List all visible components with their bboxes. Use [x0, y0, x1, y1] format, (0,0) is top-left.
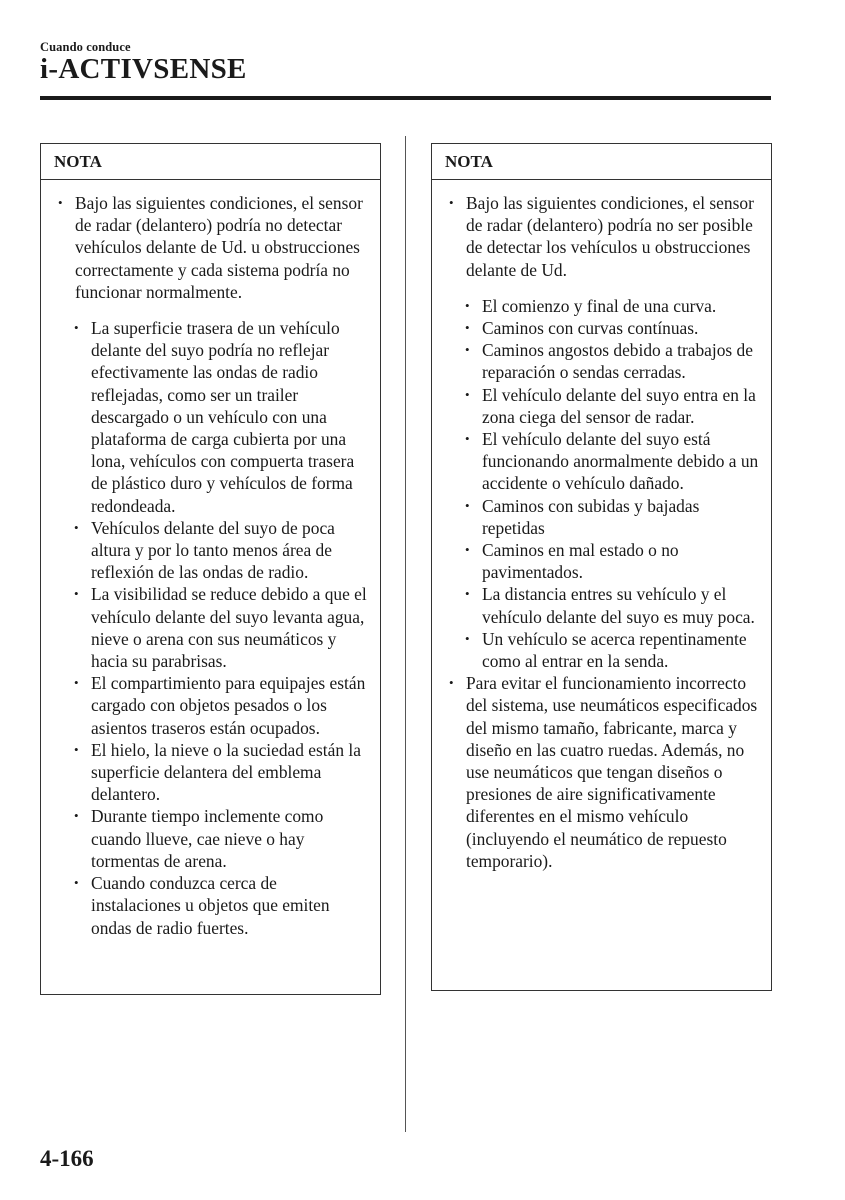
page-number: 4-166: [40, 1146, 94, 1171]
section-label: Cuando conduce: [40, 40, 131, 54]
list-item: • El comienzo y final de una curva.: [448, 295, 761, 317]
list-item: • Durante tiempo inclemente como cuando llueve, cae nieve o hay tormentas de arena.: [57, 805, 370, 872]
column-divider: [405, 136, 406, 1132]
list-item: • Caminos angostos debido a trabajos de reparación o sendas cerradas.: [448, 339, 761, 383]
note-heading: NOTA: [41, 144, 380, 180]
list-item: • El vehículo delante del suyo entra en la zona ciega del sensor de radar.: [448, 384, 761, 428]
list-item: • Caminos con subidas y bajadas repetidas: [448, 495, 761, 539]
note-body: [432, 180, 771, 872]
list-item: • Cuando conduzca cerca de instalaciones u objetos que emiten ondas de radio fuertes.: [57, 872, 370, 939]
list-item: • Un vehículo se acerca repentinamente como al entrar en la senda.: [448, 628, 761, 672]
note-intro: • Bajo las siguientes condiciones, el sensor de radar (delantero) podría no ser posible de detectar los vehículos u obstrucciones delante de Ud.: [448, 192, 761, 281]
list-item: • El vehículo delante del suyo está funcionando anormalmente debido a un accidente o vehículo dañado.: [448, 428, 761, 495]
list-item: • La superficie trasera de un vehículo delante del suyo podría no reflejar efectivamente las ondas de radio reflejadas, como ser un trailer descargado o un vehículo con una plataforma de carga cubierta por una lona, vehículos con compuerta trasera de plástico duro y vehículos de forma redondeada.: [57, 317, 370, 517]
note-intro: • Bajo las siguientes condiciones, el sensor de radar (delantero) podría no detectar vehículos delante de Ud. u obstrucciones correctamente y cada sistema podría no funcionar normalmente.: [57, 192, 370, 303]
note-heading: NOTA: [432, 144, 771, 180]
note-body: [41, 180, 380, 939]
note-closing: • Para evitar el funcionamiento incorrecto del sistema, use neumáticos especificados del mismo tamaño, fabricante, marca y diseño en las cuatro ruedas. Además, no use neumáticos que tengan diseños o presiones de aire significativamente diferentes en el mismo vehículo (incluyendo el neumático de repuesto temporario).: [448, 672, 761, 872]
note-box-right: [431, 143, 772, 991]
list-item: • El compartimiento para equipajes están cargado con objetos pesados o los asientos traseros están ocupados.: [57, 672, 370, 739]
list-item: • La visibilidad se reduce debido a que el vehículo delante del suyo levanta agua, nieve o arena con sus neumáticos y hacia su parabrisas.: [57, 583, 370, 672]
header-rule: [40, 96, 771, 100]
note-box-left: [40, 143, 381, 995]
list-item: • Caminos con curvas contínuas.: [448, 317, 761, 339]
list-item: • Caminos en mal estado o no pavimentados.: [448, 539, 761, 583]
page-title: i-ACTIVSENSE: [40, 53, 247, 85]
list-item: • Vehículos delante del suyo de poca altura y por lo tanto menos área de reflexión de las ondas de radio.: [57, 517, 370, 584]
list-item: • El hielo, la nieve o la suciedad están la superficie delantera del emblema delantero.: [57, 739, 370, 806]
list-item: • La distancia entres su vehículo y el vehículo delante del suyo es muy poca.: [448, 583, 761, 627]
